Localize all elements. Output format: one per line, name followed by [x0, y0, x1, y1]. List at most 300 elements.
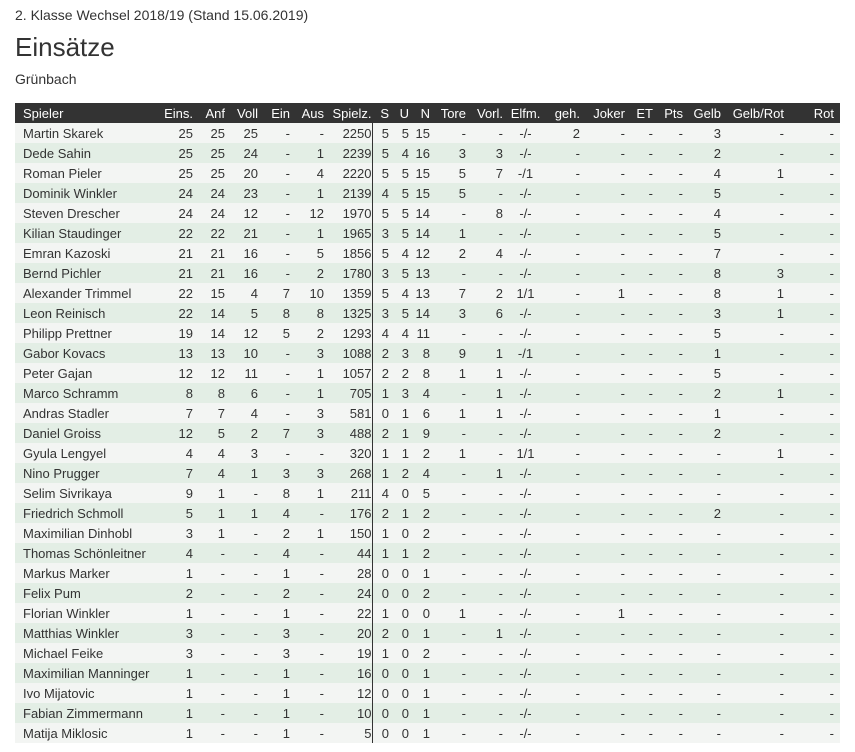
stat-cell-assists: - [466, 723, 503, 743]
stat-cell-yellow-red: - [727, 563, 790, 583]
stat-cell-extra-time: - [631, 543, 659, 563]
stat-cell-assists: 4 [466, 243, 503, 263]
stat-cell-joker: - [586, 523, 631, 543]
column-header-yellow-red: Gelb/Rot [727, 103, 790, 123]
stat-cell-draws: 0 [389, 583, 409, 603]
column-header-minutes: Spielz. [324, 103, 372, 123]
stat-cell-yellow-red: 3 [727, 263, 790, 283]
stat-cell-losses: 15 [409, 163, 430, 183]
stat-cell-assists: - [466, 323, 503, 343]
stat-cell-minutes: 12 [324, 683, 372, 703]
stat-cell-extra-time: - [631, 523, 659, 543]
stat-cell-minutes: 1965 [324, 223, 372, 243]
stat-cell-extra-time: - [631, 703, 659, 723]
stat-cell-appearances: 24 [155, 183, 193, 203]
stat-cell-red: - [790, 483, 840, 503]
stat-cell-yellow-red: - [727, 323, 790, 343]
stat-cell-yellow-red: - [727, 243, 790, 263]
stat-cell-starts: 5 [193, 423, 225, 443]
stat-cell-minutes: 28 [324, 563, 372, 583]
stat-cell-losses: 2 [409, 583, 430, 603]
table-row [15, 203, 840, 223]
stat-cell-points: - [659, 263, 689, 283]
stat-cell-assists: - [466, 563, 503, 583]
stat-cell-draws: 1 [389, 503, 409, 523]
stat-cell-wins: 5 [372, 163, 389, 183]
stat-cell-wins: 0 [372, 563, 389, 583]
table-row [15, 583, 840, 603]
stat-cell-points: - [659, 663, 689, 683]
stat-cell-goals: - [430, 583, 466, 603]
stat-cell-appearances: 3 [155, 623, 193, 643]
stat-cell-sub-in: 2 [258, 523, 290, 543]
stat-cell-draws: 2 [389, 363, 409, 383]
stat-cell-joker: - [586, 343, 631, 363]
stat-cell-assists: 1 [466, 623, 503, 643]
stat-cell-sub-out: 2 [290, 323, 324, 343]
stat-cell-red: - [790, 443, 840, 463]
stat-cell-joker: 1 [586, 603, 631, 623]
stat-cell-extra-time: - [631, 363, 659, 383]
stat-cell-yellow-red: - [727, 503, 790, 523]
player-name-cell: Kilian Staudinger [15, 223, 155, 243]
stat-cell-minutes: 16 [324, 663, 372, 683]
stat-cell-losses: 12 [409, 243, 430, 263]
stat-cell-red: - [790, 723, 840, 743]
stat-cell-yellow-red: - [727, 423, 790, 443]
stat-cell-yellow-red: - [727, 723, 790, 743]
stat-cell-joker: - [586, 123, 631, 143]
stat-cell-sub-out: 3 [290, 423, 324, 443]
stat-cell-sent-off: - [548, 483, 586, 503]
stat-cell-joker: - [586, 323, 631, 343]
stat-cell-appearances: 3 [155, 523, 193, 543]
stat-cell-extra-time: - [631, 283, 659, 303]
stat-cell-starts: - [193, 703, 225, 723]
table-row [15, 443, 840, 463]
stat-cell-draws: 4 [389, 143, 409, 163]
stat-cell-sub-out: 1 [290, 223, 324, 243]
stat-cell-penalties: -/- [503, 523, 548, 543]
stat-cell-penalties: -/- [503, 703, 548, 723]
stat-cell-appearances: 25 [155, 123, 193, 143]
stat-cell-yellow-red: - [727, 643, 790, 663]
stat-cell-yellow-red: - [727, 523, 790, 543]
stat-cell-appearances: 7 [155, 463, 193, 483]
player-name-cell: Felix Pum [15, 583, 155, 603]
stat-cell-losses: 1 [409, 663, 430, 683]
stat-cell-losses: 4 [409, 383, 430, 403]
stat-cell-draws: 5 [389, 123, 409, 143]
stat-cell-minutes: 2139 [324, 183, 372, 203]
stat-cell-sent-off: - [548, 583, 586, 603]
stat-cell-points: - [659, 303, 689, 323]
stat-cell-yellow-red: 1 [727, 443, 790, 463]
stat-cell-losses: 2 [409, 543, 430, 563]
stat-cell-sent-off: - [548, 323, 586, 343]
stat-cell-penalties: -/- [503, 243, 548, 263]
stat-cell-sub-out: 1 [290, 483, 324, 503]
column-header-red: Rot [790, 103, 840, 123]
stat-cell-points: - [659, 363, 689, 383]
stat-cell-extra-time: - [631, 303, 659, 323]
stat-cell-sub-in: - [258, 263, 290, 283]
stat-cell-full: - [225, 703, 258, 723]
player-name-cell: Philipp Prettner [15, 323, 155, 343]
stat-cell-full: 25 [225, 123, 258, 143]
stat-cell-yellow: 4 [689, 203, 727, 223]
table-row [15, 623, 840, 643]
stat-cell-sub-out: - [290, 123, 324, 143]
stat-cell-losses: 2 [409, 643, 430, 663]
stat-cell-losses: 13 [409, 283, 430, 303]
stat-cell-penalties: -/- [503, 403, 548, 423]
stat-cell-goals: - [430, 323, 466, 343]
stat-cell-goals: 9 [430, 343, 466, 363]
stat-cell-penalties: -/- [503, 583, 548, 603]
stat-cell-points: - [659, 523, 689, 543]
stat-cell-sent-off: - [548, 143, 586, 163]
stat-cell-full: - [225, 643, 258, 663]
stat-cell-wins: 5 [372, 143, 389, 163]
stat-cell-penalties: -/- [503, 123, 548, 143]
stat-cell-red: - [790, 283, 840, 303]
stat-cell-draws: 3 [389, 383, 409, 403]
stat-cell-goals: - [430, 503, 466, 523]
stat-cell-sub-out: 1 [290, 183, 324, 203]
stat-cell-yellow: 2 [689, 423, 727, 443]
stat-cell-assists: 3 [466, 143, 503, 163]
column-header-sent-off: geh. [548, 103, 586, 123]
stat-cell-wins: 0 [372, 403, 389, 423]
stat-cell-joker: - [586, 623, 631, 643]
table-row [15, 343, 840, 363]
stat-cell-sub-out: 3 [290, 403, 324, 423]
stat-cell-points: - [659, 723, 689, 743]
column-header-penalties: Elfm. [503, 103, 548, 123]
stat-cell-sub-in: - [258, 383, 290, 403]
stat-cell-points: - [659, 383, 689, 403]
stat-cell-sent-off: - [548, 263, 586, 283]
stat-cell-draws: 0 [389, 643, 409, 663]
stat-cell-extra-time: - [631, 603, 659, 623]
stat-cell-extra-time: - [631, 123, 659, 143]
player-name-cell: Gabor Kovacs [15, 343, 155, 363]
stat-cell-yellow-red: 1 [727, 163, 790, 183]
stat-cell-wins: 1 [372, 463, 389, 483]
stat-cell-full: 23 [225, 183, 258, 203]
stat-cell-losses: 14 [409, 203, 430, 223]
stat-cell-yellow: - [689, 663, 727, 683]
stat-cell-yellow-red: - [727, 203, 790, 223]
stat-cell-full: 11 [225, 363, 258, 383]
stat-cell-joker: - [586, 183, 631, 203]
stat-cell-red: - [790, 143, 840, 163]
stat-cell-assists: 6 [466, 303, 503, 323]
stat-cell-points: - [659, 163, 689, 183]
stat-cell-wins: 0 [372, 663, 389, 683]
stat-cell-draws: 0 [389, 663, 409, 683]
stat-cell-penalties: -/- [503, 323, 548, 343]
stat-cell-starts: 1 [193, 483, 225, 503]
stat-cell-red: - [790, 203, 840, 223]
stat-cell-appearances: 4 [155, 443, 193, 463]
table-row [15, 723, 840, 743]
stat-cell-wins: 2 [372, 363, 389, 383]
stat-cell-wins: 1 [372, 443, 389, 463]
stat-cell-penalties: -/- [503, 223, 548, 243]
stat-cell-red: - [790, 463, 840, 483]
stat-cell-goals: 1 [430, 223, 466, 243]
stat-cell-points: - [659, 583, 689, 603]
player-name-cell: Michael Feike [15, 643, 155, 663]
stat-cell-penalties: -/- [503, 663, 548, 683]
stat-cell-sub-out: - [290, 443, 324, 463]
stat-cell-penalties: -/1 [503, 163, 548, 183]
stat-cell-appearances: 12 [155, 363, 193, 383]
player-name-cell: Bernd Pichler [15, 263, 155, 283]
stat-cell-penalties: -/- [503, 543, 548, 563]
stat-cell-penalties: -/- [503, 563, 548, 583]
stat-cell-full: - [225, 583, 258, 603]
stat-cell-full: 12 [225, 323, 258, 343]
stat-cell-assists: - [466, 683, 503, 703]
stat-cell-appearances: 9 [155, 483, 193, 503]
player-name-cell: Markus Marker [15, 563, 155, 583]
stat-cell-goals: - [430, 463, 466, 483]
stat-cell-wins: 4 [372, 483, 389, 503]
stat-cell-sent-off: - [548, 723, 586, 743]
stat-cell-sent-off: - [548, 563, 586, 583]
stat-cell-appearances: 22 [155, 223, 193, 243]
stat-cell-appearances: 21 [155, 263, 193, 283]
stat-cell-yellow-red: - [727, 143, 790, 163]
stat-cell-goals: 7 [430, 283, 466, 303]
stat-cell-red: - [790, 403, 840, 423]
stat-cell-yellow: - [689, 463, 727, 483]
stat-cell-sub-in: 7 [258, 423, 290, 443]
stat-cell-losses: 2 [409, 523, 430, 543]
stat-cell-sent-off: - [548, 243, 586, 263]
stat-cell-joker: - [586, 403, 631, 423]
stat-cell-appearances: 2 [155, 583, 193, 603]
stat-cell-full: - [225, 543, 258, 563]
stat-cell-goals: - [430, 643, 466, 663]
table-row [15, 483, 840, 503]
stat-cell-full: 6 [225, 383, 258, 403]
stat-cell-extra-time: - [631, 163, 659, 183]
stat-cell-starts: 25 [193, 143, 225, 163]
stat-cell-penalties: -/- [503, 683, 548, 703]
stat-cell-sub-in: - [258, 163, 290, 183]
stat-cell-assists: 1 [466, 463, 503, 483]
stat-cell-assists: - [466, 583, 503, 603]
stat-cell-full: 4 [225, 283, 258, 303]
stat-cell-draws: 5 [389, 263, 409, 283]
stat-cell-full: 3 [225, 443, 258, 463]
stat-cell-sub-out: 1 [290, 523, 324, 543]
stat-cell-points: - [659, 243, 689, 263]
column-header-appearances: Eins. [155, 103, 193, 123]
table-row [15, 303, 840, 323]
player-name-cell: Fabian Zimmermann [15, 703, 155, 723]
stat-cell-goals: 3 [430, 143, 466, 163]
stat-cell-yellow: - [689, 563, 727, 583]
stat-cell-appearances: 21 [155, 243, 193, 263]
stat-cell-wins: 5 [372, 243, 389, 263]
stat-cell-points: - [659, 543, 689, 563]
stat-cell-joker: - [586, 363, 631, 383]
column-header-assists: Vorl. [466, 103, 503, 123]
stat-cell-starts: - [193, 563, 225, 583]
stat-cell-full: 10 [225, 343, 258, 363]
stat-cell-draws: 5 [389, 163, 409, 183]
stat-cell-penalties: -/- [503, 483, 548, 503]
stat-cell-sub-out: - [290, 723, 324, 743]
stat-cell-sent-off: - [548, 223, 586, 243]
stat-cell-penalties: -/- [503, 503, 548, 523]
stat-cell-extra-time: - [631, 643, 659, 663]
stat-cell-goals: 1 [430, 603, 466, 623]
table-row [15, 463, 840, 483]
stat-cell-extra-time: - [631, 263, 659, 283]
stat-cell-losses: 2 [409, 443, 430, 463]
stat-cell-sent-off: - [548, 283, 586, 303]
stat-cell-penalties: -/- [503, 383, 548, 403]
stat-cell-yellow: - [689, 523, 727, 543]
stat-cell-minutes: 19 [324, 643, 372, 663]
stat-cell-yellow: 5 [689, 363, 727, 383]
stat-cell-assists: 1 [466, 383, 503, 403]
stat-cell-losses: 1 [409, 563, 430, 583]
table-row [15, 563, 840, 583]
stat-cell-penalties: 1/1 [503, 283, 548, 303]
stat-cell-extra-time: - [631, 143, 659, 163]
stat-cell-yellow: - [689, 443, 727, 463]
stat-cell-red: - [790, 323, 840, 343]
stat-cell-penalties: -/- [503, 623, 548, 643]
stat-cell-wins: 5 [372, 283, 389, 303]
stat-cell-goals: 5 [430, 163, 466, 183]
stat-cell-sent-off: - [548, 683, 586, 703]
table-row [15, 663, 840, 683]
stat-cell-starts: - [193, 683, 225, 703]
table-row [15, 363, 840, 383]
stat-cell-draws: 1 [389, 443, 409, 463]
stat-cell-sub-in: - [258, 343, 290, 363]
stat-cell-red: - [790, 663, 840, 683]
stat-cell-sub-in: 1 [258, 563, 290, 583]
stat-cell-sub-out: - [290, 663, 324, 683]
stat-cell-minutes: 1856 [324, 243, 372, 263]
stat-cell-minutes: 5 [324, 723, 372, 743]
stat-cell-sent-off: - [548, 643, 586, 663]
column-header-sub-in: Ein [258, 103, 290, 123]
stat-cell-penalties: -/- [503, 423, 548, 443]
stat-cell-starts: 12 [193, 363, 225, 383]
stat-cell-red: - [790, 543, 840, 563]
stat-cell-full: - [225, 663, 258, 683]
stat-cell-extra-time: - [631, 183, 659, 203]
stat-cell-appearances: 22 [155, 283, 193, 303]
stat-cell-sent-off: - [548, 183, 586, 203]
stat-cell-assists: 2 [466, 283, 503, 303]
stat-cell-extra-time: - [631, 223, 659, 243]
stat-cell-penalties: -/- [503, 263, 548, 283]
stat-cell-sub-out: - [290, 703, 324, 723]
stat-cell-sent-off: - [548, 663, 586, 683]
stat-cell-points: - [659, 203, 689, 223]
stat-cell-starts: 1 [193, 503, 225, 523]
stat-cell-full: - [225, 603, 258, 623]
stat-cell-appearances: 25 [155, 163, 193, 183]
table-header-row [15, 103, 840, 123]
table-row [15, 223, 840, 243]
stat-cell-wins: 0 [372, 723, 389, 743]
stat-cell-sub-out: 10 [290, 283, 324, 303]
stat-cell-losses: 11 [409, 323, 430, 343]
stat-cell-joker: - [586, 263, 631, 283]
stat-cell-sent-off: - [548, 163, 586, 183]
stat-cell-losses: 13 [409, 263, 430, 283]
stat-cell-joker: - [586, 543, 631, 563]
stat-cell-yellow-red: - [727, 583, 790, 603]
stat-cell-extra-time: - [631, 683, 659, 703]
club-name: Grünbach [15, 71, 77, 87]
stat-cell-minutes: 24 [324, 583, 372, 603]
stat-cell-yellow-red: 1 [727, 303, 790, 323]
stat-cell-red: - [790, 603, 840, 623]
column-header-losses: N [409, 103, 430, 123]
stat-cell-sub-in: - [258, 443, 290, 463]
stat-cell-full: 20 [225, 163, 258, 183]
stat-cell-sent-off: - [548, 463, 586, 483]
stat-cell-full: 2 [225, 423, 258, 443]
page-title: Einsätze [15, 32, 115, 62]
stat-cell-yellow: 1 [689, 343, 727, 363]
stat-cell-draws: 1 [389, 543, 409, 563]
column-header-extra-time: ET [631, 103, 659, 123]
stat-cell-sent-off: - [548, 383, 586, 403]
stat-cell-extra-time: - [631, 443, 659, 463]
stat-cell-sent-off: - [548, 603, 586, 623]
stat-cell-losses: 14 [409, 303, 430, 323]
stat-cell-extra-time: - [631, 403, 659, 423]
stat-cell-wins: 3 [372, 263, 389, 283]
stat-cell-minutes: 268 [324, 463, 372, 483]
stat-cell-joker: - [586, 223, 631, 243]
stat-cell-goals: - [430, 543, 466, 563]
stat-cell-red: - [790, 683, 840, 703]
stat-cell-goals: 2 [430, 243, 466, 263]
stat-cell-yellow: - [689, 483, 727, 503]
table-row [15, 703, 840, 723]
stat-cell-goals: - [430, 123, 466, 143]
stat-cell-assists: - [466, 423, 503, 443]
stat-cell-penalties: -/- [503, 183, 548, 203]
stat-cell-yellow: - [689, 683, 727, 703]
stat-cell-appearances: 1 [155, 703, 193, 723]
stat-cell-red: - [790, 263, 840, 283]
stat-cell-assists: 8 [466, 203, 503, 223]
stat-cell-starts: - [193, 543, 225, 563]
player-name-cell: Florian Winkler [15, 603, 155, 623]
stat-cell-joker: 1 [586, 283, 631, 303]
stat-cell-starts: 1 [193, 523, 225, 543]
player-name-cell: Friedrich Schmoll [15, 503, 155, 523]
stat-cell-full: 16 [225, 243, 258, 263]
stat-cell-sub-in: 8 [258, 303, 290, 323]
